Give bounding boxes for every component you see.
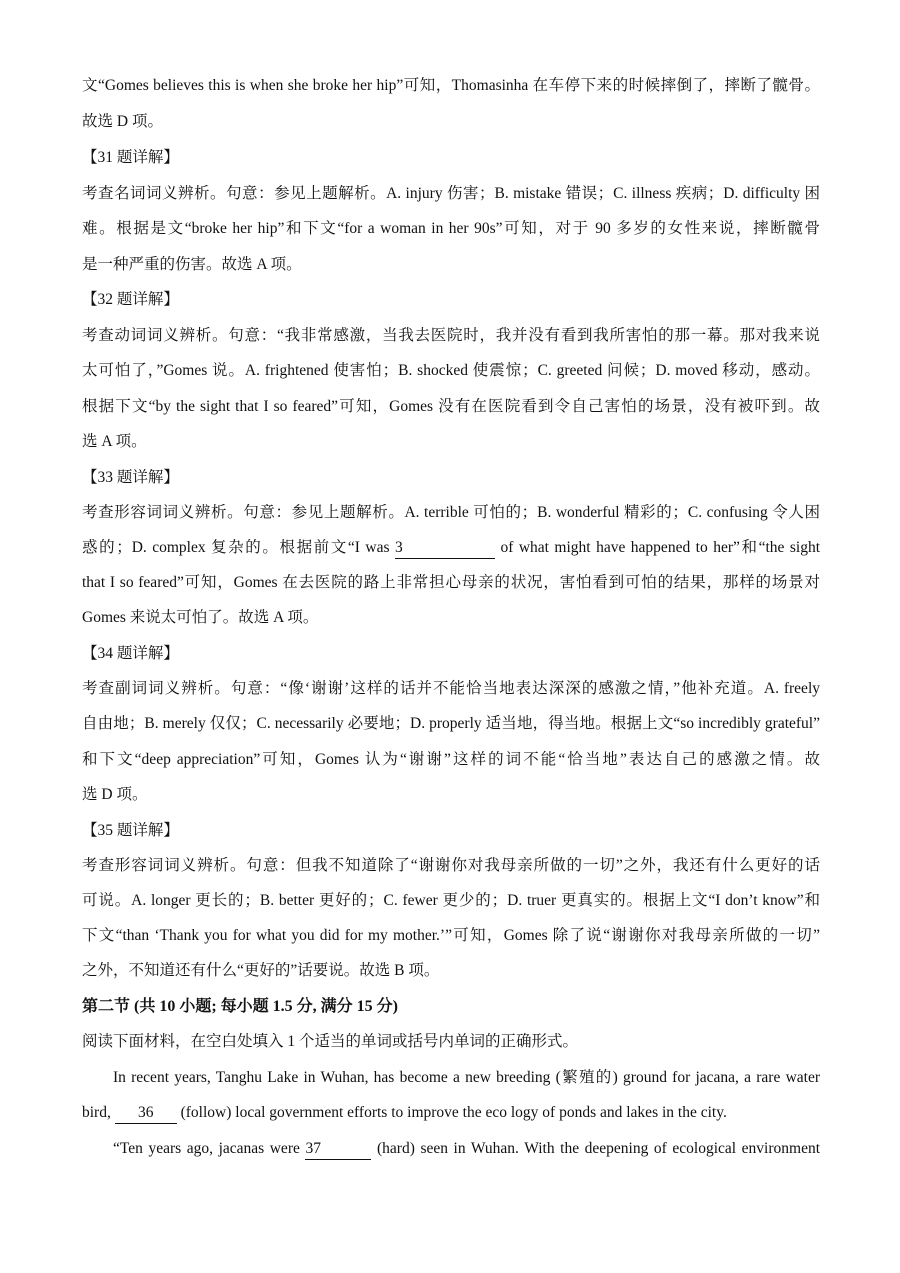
text-line: 选 D 项。 [82, 786, 148, 803]
question-heading-31: 【31 题详解】 [82, 149, 179, 166]
text-line: 考查副词词义辨析。句意：“像‘谢谢’这样的话并不能恰当地表达深深的感激之情，”他补充道。A. freely [82, 680, 820, 697]
question-heading-32: 【32 题详解】 [82, 291, 179, 308]
text-line: 太可怕了，”Gomes 说。A. frightened 使害怕；B. shocked 使震惊；C. greeted 问候；D. moved 移动，感动。 [82, 362, 820, 379]
text-line: 考查形容词词义辨析。句意：但我不知道除了“谢谢你对我母亲所做的一切”之外，我还有什么更好的话 [82, 857, 820, 874]
section-title: 第二节 (共 10 小题; 每小题 1.5 分, 满分 15 分) [82, 998, 398, 1015]
question-heading-34: 【34 题详解】 [82, 645, 179, 662]
text-line-with-blank [82, 535, 820, 561]
text-line: 文“Gomes believes this is when she broke her hip”可知，Thomasinha 在车停下来的时候摔倒了，摔断了髋骨。 [82, 77, 820, 94]
text-line: 考查动词词义辨析。句意：“我非常感激，当我去医院时，我并没有看到我所害怕的那一幕。那对我来说 [82, 327, 820, 344]
text-line: 考查形容词词义辨析。句意：参见上题解析。A. terrible 可怕的；B. wonderful 精彩的；C. confusing 令人困 [82, 504, 820, 521]
passage-line: In recent years, Tanghu Lake in Wuhan, has become a new breeding (繁殖的) ground for jacana, a rare water [113, 1069, 820, 1086]
passage-line-with-blank [113, 1136, 820, 1162]
text-line: 难。根据是文“broke her hip”和下文“for a woman in her 90s”可知，对于 90 多岁的女性来说，摔断髋骨 [82, 220, 820, 237]
text-segment: bird, [82, 1104, 115, 1121]
text-line: 是一种严重的伤害。故选 A 项。 [82, 256, 302, 273]
answer-blank-3: 3 [395, 538, 495, 559]
text-segment: of what might have happened to her”和“the sight [494, 539, 820, 556]
question-heading-35: 【35 题详解】 [82, 822, 179, 839]
question-heading-33: 【33 题详解】 [82, 469, 179, 486]
text-line: that I so feared”可知，Gomes 在去医院的路上非常担心母亲的状况，害怕看到可怕的结果，那样的场景对 [82, 574, 820, 591]
text-line: 和下文“deep appreciation”可知，Gomes 认为“谢谢”这样的词不能“恰当地”表达自己的感激之情。故 [82, 751, 820, 768]
text-segment: 惑的；D. complex 复杂的。根据前文“I was [82, 539, 395, 556]
text-line: Gomes 来说太可怕了。故选 A 项。 [82, 609, 319, 626]
text-line: 自由地；B. merely 仅仅；C. necessarily 必要地；D. properly 适当地，得当地。根据上文“so incredibly grateful” [82, 715, 820, 732]
text-line: 根据下文“by the sight that I so feared”可知，Gomes 没有在医院看到令自己害怕的场景，没有被吓到。故 [82, 398, 820, 415]
text-segment: (follow) local government efforts to improve the eco logy of ponds and lakes in the city. [176, 1104, 727, 1121]
text-line: 下文“than ‘Thank you for what you did for my mother.’”可知，Gomes 除了说“谢谢你对我母亲所做的一切” [82, 927, 820, 944]
passage-line-with-blank [82, 1100, 820, 1126]
text-line: 可说。A. longer 更长的；B. better 更好的；C. fewer 更少的；D. truer 更真实的。根据上文“I don’t know”和 [82, 892, 820, 909]
text-line: 之外，不知道还有什么“更好的”话要说。故选 B 项。 [82, 962, 440, 979]
text-segment: (hard) seen in Wuhan. With the deepening of ecological environment [371, 1140, 820, 1157]
text-line: 选 A 项。 [82, 433, 147, 450]
answer-blank-37: 37 [305, 1139, 371, 1160]
text-line: 考查名词词义辨析。句意：参见上题解析。A. injury 伤害；B. mistake 错误；C. illness 疾病；D. difficulty 困 [82, 185, 820, 202]
text-line: 故选 D 项。 [82, 113, 163, 130]
instruction-text: 阅读下面材料，在空白处填入 1 个适当的单词或括号内单词的正确形式。 [82, 1033, 579, 1050]
text-segment: “Ten years ago, jacanas were [113, 1140, 306, 1157]
answer-blank-36: 36 [115, 1103, 177, 1124]
